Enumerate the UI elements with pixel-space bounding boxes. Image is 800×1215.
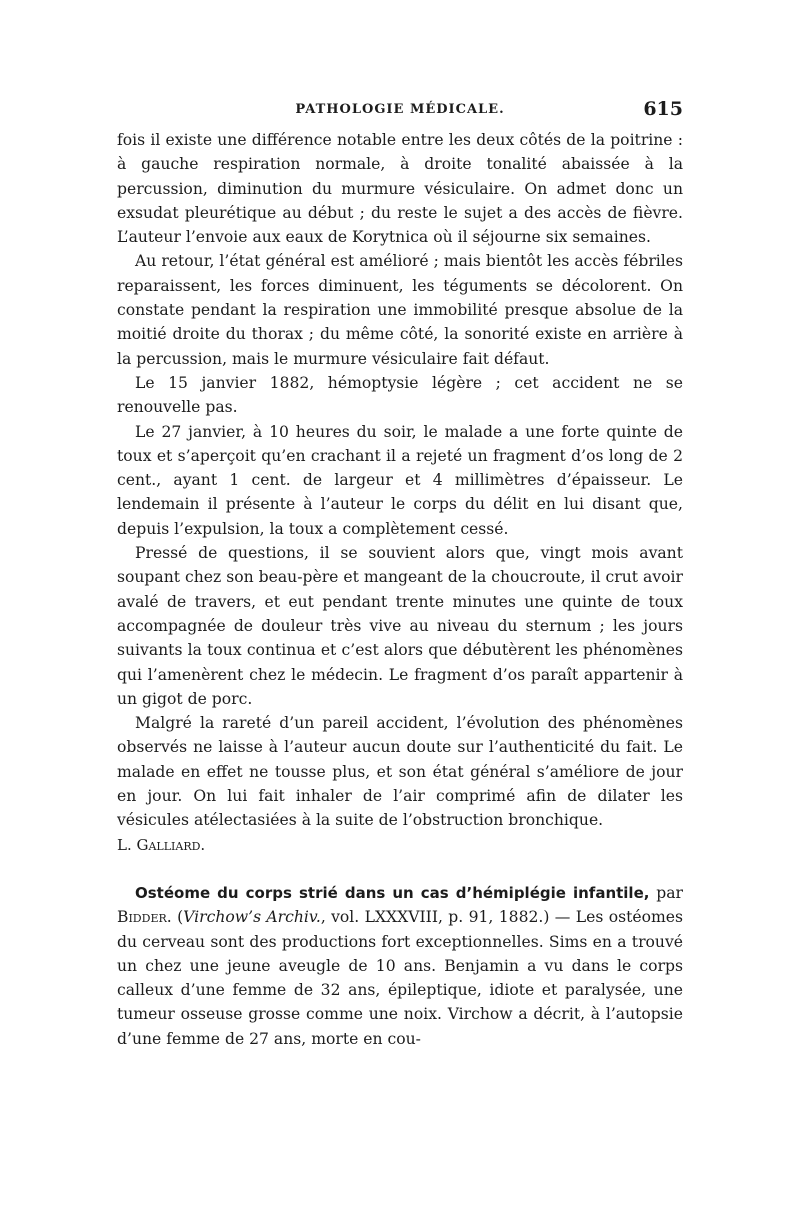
citation-details: , vol. LXXXVIII, p. 91, 1882.) — — [320, 908, 571, 927]
section-gap — [117, 857, 683, 881]
running-title: PATHOLOGIE MÉDICALE. — [295, 102, 505, 117]
paragraph: fois il existe une différence notable entre les deux côtés de la poitrine : à gauche respiration normale, à droite tonalité abaissée à la percussion, diminution du murmure vésiculaire. On admet donc un exsudat pleurétique au début ; du reste le sujet a des accès de fièvre. L’auteur l’envoie aux eaux de Korytnica où il séjourne six semaines. — [117, 131, 683, 247]
paragraph: Malgré la rareté d’un pareil accident, l’évolution des phénomènes observés ne laisse à l’auteur aucun doute sur l’authenticité du fait. Le malade en effet ne tousse plus, et son état général s’améliore de jour en jour. On lui fait inhaler de l’air comprimé afin de dilater les vésicules atélectasiées à la suite de l’obstruction bronchique. — [117, 714, 683, 830]
author-signature: L. Galliard. — [117, 835, 206, 854]
paragraph: Pressé de questions, il se souvient alors que, vingt mois avant soupant chez son beau-père et mangeant de la choucroute, il crut avoir avalé de travers, et eut pendant trente minutes une quinte de toux accompagnée de douleur très vive au niveau du sternum ; les jours suivants la toux continua et c’est alors que débutèrent les phénomènes qui l’amenèrent chez le médecin. Le fragment d’os paraît appartenir à un gigot de porc. — [117, 544, 683, 708]
paragraph: Au retour, l’état général est amélioré ; mais bientôt les accès fébriles reparaissent, les forces diminuent, les téguments se décolorent. On constate pendant la respiration une immobilité presque absolue de la moitié droite du thorax ; du même côté, la sonorité existe en arrière à la percussion, mais le murmure vésiculaire fait défaut. — [117, 252, 683, 368]
paragraph: Le 27 janvier, à 10 heures du soir, le malade a une forte quinte de toux et s’aperçoit qu’en crachant il a rejeté un fragment d’os long de 2 cent., ayant 1 cent. de largeur et 4 millimètres d’épaisseur. Le lendemain il présente à l’auteur le corps du délit en lui disant que, depuis l’expulsion, la toux a complètement cessé. — [117, 422, 683, 538]
journal-name: Virchow’s Archiv. — [183, 908, 321, 927]
paragraph: Le 15 janvier 1882, hémoptysie légère ; cet accident ne se renouvelle pas. — [117, 373, 683, 417]
running-head — [117, 98, 683, 122]
article-title: Ostéome du corps strié dans un cas d’hémiplégie infantile, — [135, 883, 650, 902]
article-text: Les ostéomes du cerveau sont des productions fort exceptionnelles. Sims en a trouvé un chez une jeune aveugle de 10 ans. Benjamin a vu dans le corps calleux d’une femme de 32 ans, épileptique, idiote et paralysée, une tumeur osseuse grosse comme une noix. Virchow a décrit, à l’autopsie d’une femme de 27 ans, morte en cou- — [117, 908, 683, 1048]
page-number: 615 — [643, 98, 683, 120]
article-by: par — [656, 883, 683, 902]
citation-open: ( — [177, 908, 184, 927]
body-text — [117, 128, 683, 1051]
article-author: Bidder. — [117, 908, 172, 927]
article-paragraph — [117, 881, 683, 1051]
